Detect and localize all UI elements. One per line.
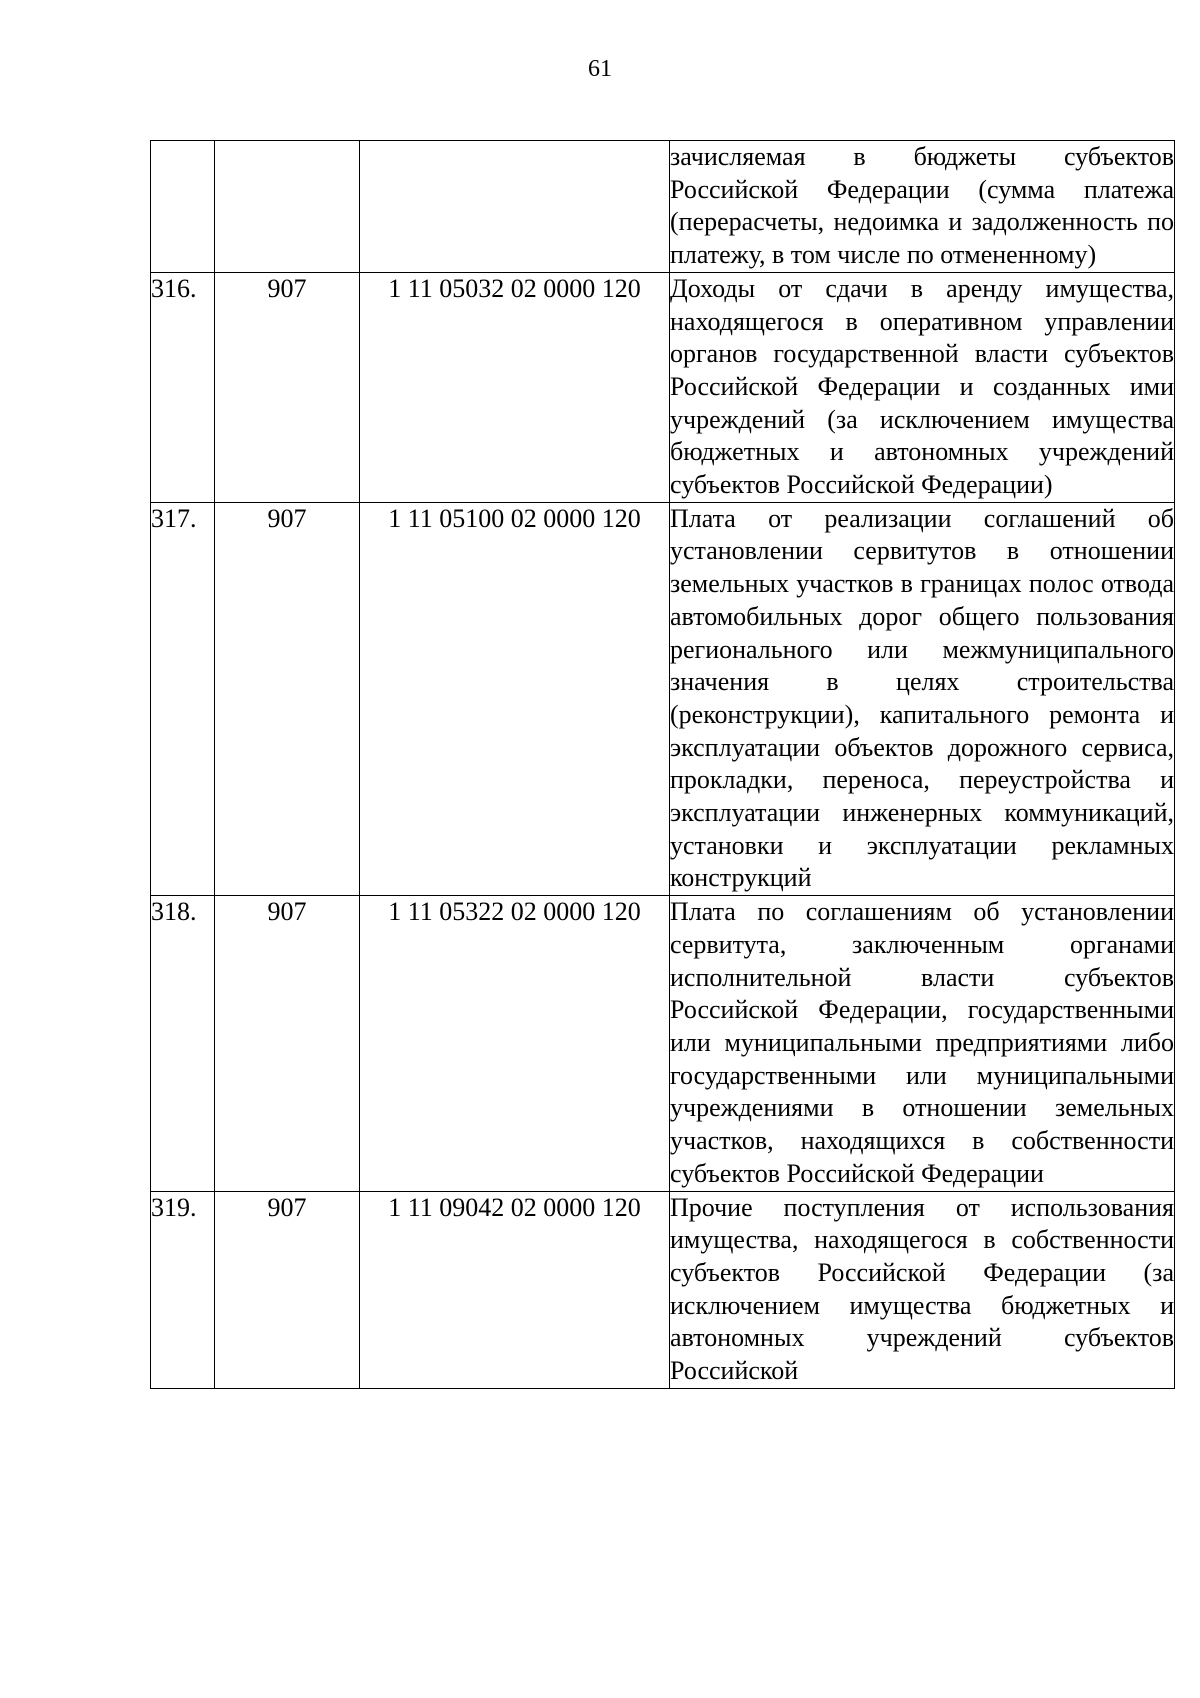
revenue-description: Плата от реализации соглашений об установлении сервитутов в отношении земельных участков в границах полос отвода автомобильных дорог общего пользования регионального или межмуниципального значения в целях строительства (реконструкции), капитального ремонта и эксплуатации объектов дорожного сервиса, прокладки, переноса, переустройства и эксплуатации инженерных коммуникаций, установки и эксплуатации рекламных конструкций	[670, 502, 1175, 895]
budget-classification-code: 1 11 05322 02 0000 120	[360, 896, 670, 1191]
revenue-description: зачисляемая в бюджеты субъектов Российской Федерации (сумма платежа (перерасчеты, недоимка и задолженность по платежу, в том числе по отмененному)	[670, 141, 1175, 273]
table-row	[151, 1191, 1175, 1388]
administrator-code: 907	[215, 1191, 360, 1388]
row-number: 318.	[151, 896, 215, 1191]
row-number: 319.	[151, 1191, 215, 1388]
row-number: 317.	[151, 502, 215, 895]
administrator-code: 907	[215, 272, 360, 502]
table-row	[151, 502, 1175, 895]
table-row	[151, 272, 1175, 502]
revenue-description: Доходы от сдачи в аренду имущества, находящегося в оперативном управлении органов государственной власти субъектов Российской Федерации и созданных ими учреждений (за исключением имущества бюджетных и автономных учреждений субъектов Российской Федерации)	[670, 272, 1175, 502]
row-number	[151, 141, 215, 273]
budget-classification-code: 1 11 09042 02 0000 120	[360, 1191, 670, 1388]
administrator-code	[215, 141, 360, 273]
table-row	[151, 896, 1175, 1191]
table-row	[151, 141, 1175, 273]
row-number: 316.	[151, 272, 215, 502]
budget-classification-code: 1 11 05100 02 0000 120	[360, 502, 670, 895]
revenue-classification-table	[150, 140, 1175, 1389]
budget-classification-code: 1 11 05032 02 0000 120	[360, 272, 670, 502]
page-number: 61	[588, 56, 612, 82]
revenue-description: Прочие поступления от использования имущества, находящегося в собственности субъектов Российской Федерации (за исключением имущества бюджетных и автономных учреждений субъектов Российской	[670, 1191, 1175, 1388]
administrator-code: 907	[215, 896, 360, 1191]
budget-classification-code	[360, 141, 670, 273]
administrator-code: 907	[215, 502, 360, 895]
revenue-description: Плата по соглашениям об установлении сервитута, заключенным органами исполнительной власти субъектов Российской Федерации, государственными или муниципальными предприятиями либо государственными или муниципальными учреждениями в отношении земельных участков, находящихся в собственности субъектов Российской Федерации	[670, 896, 1175, 1191]
